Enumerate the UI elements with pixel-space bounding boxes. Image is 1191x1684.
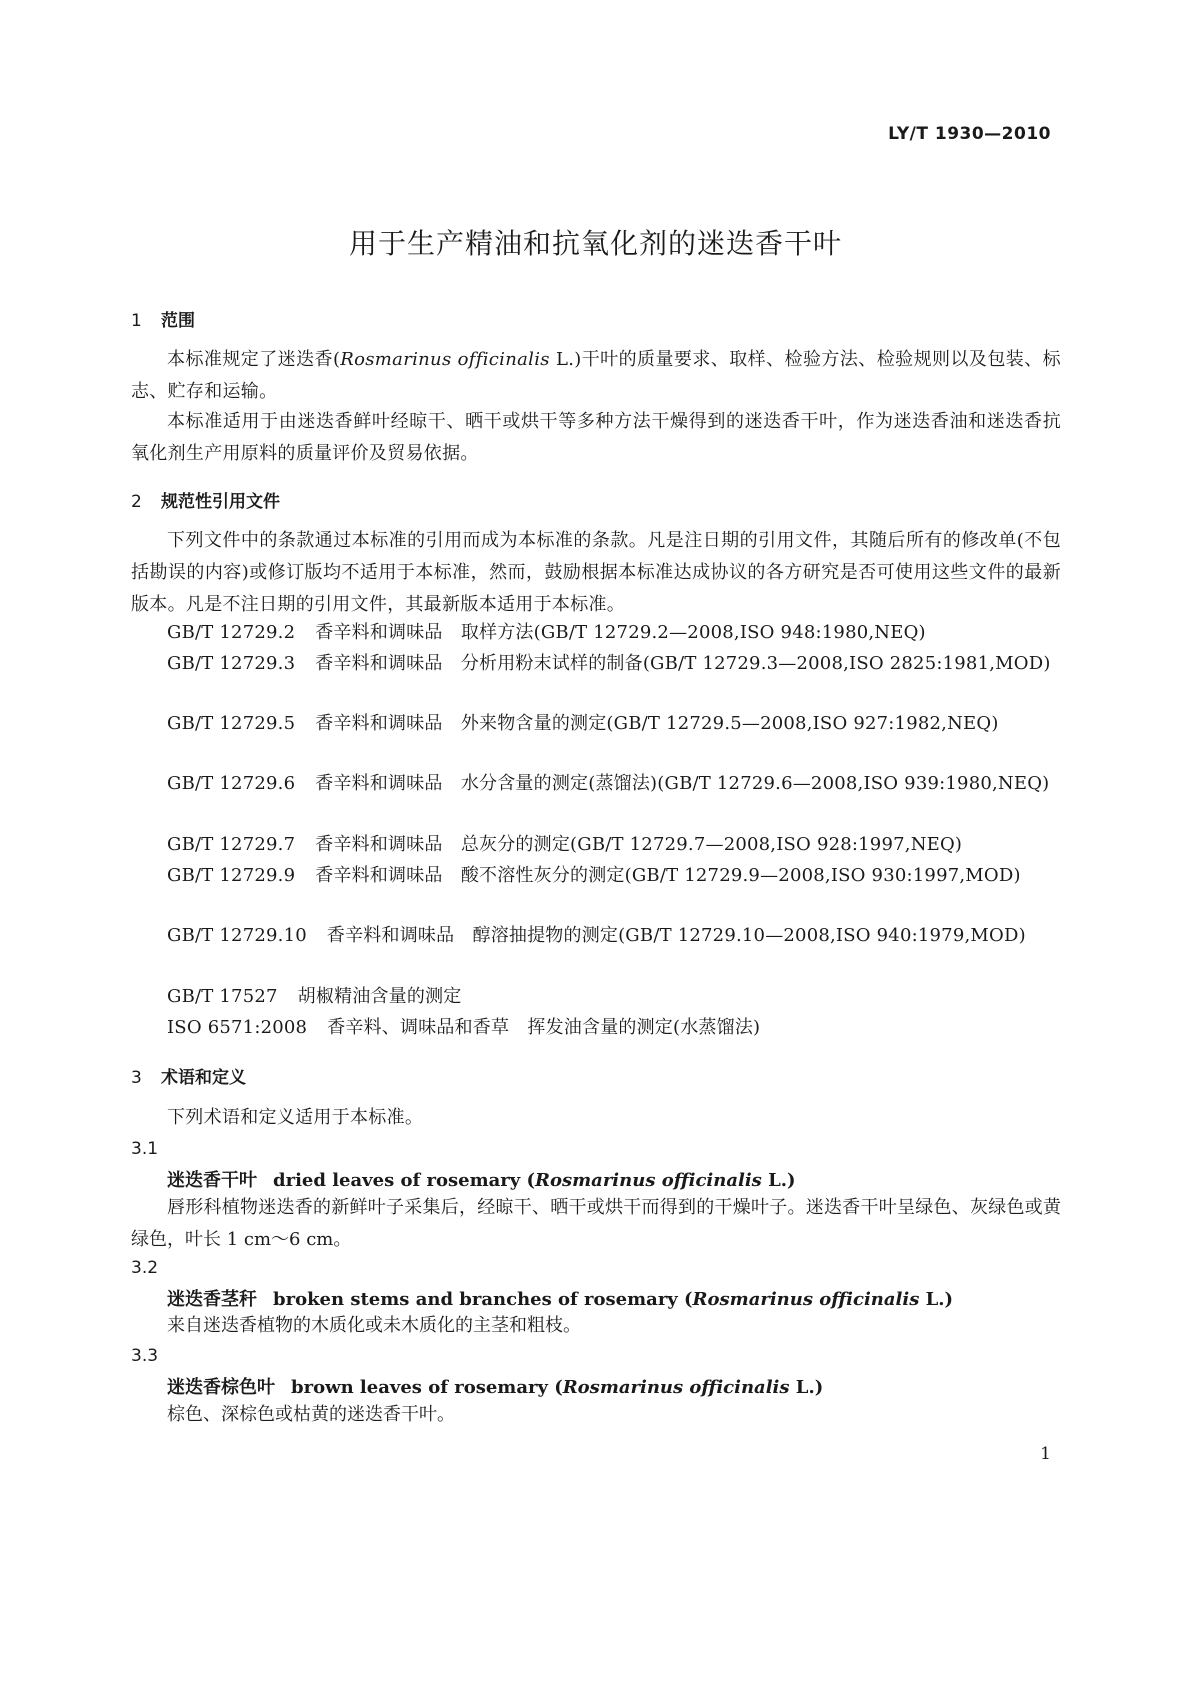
- reference-title: 香辛料和调味品 醇溶抽提物的测定(GB/T 12729.10—2008,ISO 940:1979,MOD): [326, 925, 1026, 946]
- term-en: brown leaves of rosemary (: [291, 1377, 563, 1398]
- document-title: 用于生产精油和抗氧化剂的迷迭香干叶: [348, 227, 842, 260]
- reference-item: [131, 829, 1061, 860]
- term-en-tail: L.): [789, 1377, 824, 1398]
- reference-code: GB/T 17527: [167, 986, 278, 1007]
- section-number: 2: [131, 492, 142, 512]
- standard-code: LY/T 1930—2010: [888, 124, 1051, 144]
- reference-code: GB/T 12729.5: [167, 713, 296, 734]
- reference-code: ISO 6571:2008: [167, 1017, 308, 1038]
- reference-title: 香辛料和调味品 外来物含量的测定(GB/T 12729.5—2008,ISO 927:1982,NEQ): [315, 713, 999, 734]
- section-3-heading: [131, 1063, 246, 1088]
- text-run: L.)干叶的质量要求、取样、检验方法、检验规则以及包装、标志、贮存和运输。: [131, 349, 1061, 402]
- reference-code: GB/T 12729.2: [167, 622, 296, 643]
- reference-item: [131, 648, 1061, 679]
- term-en: dried leaves of rosemary (: [273, 1170, 536, 1191]
- term-en: broken stems and branches of rosemary (: [273, 1289, 693, 1310]
- section-1-heading: [131, 306, 195, 331]
- reference-title: 香辛料和调味品 水分含量的测定(蒸馏法)(GB/T 12729.6—2008,ISO 939:1980,NEQ): [315, 773, 1050, 794]
- reference-title: 香辛料和调味品 取样方法(GB/T 12729.2—2008,ISO 948:1980,NEQ): [315, 622, 926, 643]
- scope-paragraph-2: 本标准适用于由迷迭香鲜叶经晾干、晒干或烘干等多种方法干燥得到的迷迭香干叶，作为迷迭香油和迷迭香抗氧化剂生产用原料的质量评价及贸易依据。: [131, 411, 1061, 464]
- term-entry: [167, 1166, 796, 1192]
- scientific-name: Rosmarinus officinalis: [562, 1377, 790, 1398]
- term-definition: 唇形科植物迷迭香的新鲜叶子采集后，经晾干、晒干或烘干而得到的干燥叶子。迷迭香干叶呈绿色、灰绿色或黄绿色，叶长 1 cm～6 cm。: [131, 1197, 1061, 1250]
- term-en-tail: L.): [919, 1289, 954, 1310]
- reference-item: [131, 617, 1061, 648]
- page-number: 1: [1040, 1444, 1051, 1464]
- reference-code: GB/T 12729.3: [167, 653, 296, 674]
- section-title: 术语和定义: [161, 1068, 246, 1088]
- reference-title: 香辛料和调味品 总灰分的测定(GB/T 12729.7—2008,ISO 928:1997,NEQ): [315, 834, 963, 855]
- reference-title: 胡椒精油含量的测定: [297, 986, 462, 1007]
- section-title: 范围: [161, 311, 195, 331]
- scientific-name: Rosmarinus officinalis: [535, 1170, 762, 1191]
- reference-item: [131, 708, 1061, 739]
- reference-item: [131, 1012, 1061, 1043]
- term-entry: [167, 1373, 823, 1399]
- scope-paragraph-1: [131, 344, 1061, 408]
- references-intro: 下列文件中的条款通过本标准的引用而成为本标准的条款。凡是注日期的引用文件，其随后所有的修改单(不包括勘误的内容)或修订版均不适用于本标准，然而，鼓励根据本标准达成协议的各方研究是否可使用这些文件的最新版本。凡是不注日期的引用文件，其最新版本适用于本标准。: [131, 530, 1061, 615]
- section-number: 1: [131, 311, 142, 331]
- term-number: 3.3: [131, 1346, 159, 1366]
- term-entry: [167, 1285, 953, 1311]
- reference-code: GB/T 12729.6: [167, 773, 296, 794]
- section-number: 3: [131, 1068, 142, 1088]
- reference-item: [131, 920, 1061, 951]
- term-zh: 迷迭香干叶: [167, 1170, 257, 1191]
- section-2-heading: [131, 487, 280, 512]
- term-number: 3.2: [131, 1258, 159, 1278]
- reference-code: GB/T 12729.9: [167, 865, 296, 886]
- reference-title: 香辛料和调味品 酸不溶性灰分的测定(GB/T 12729.9—2008,ISO 930:1997,MOD): [315, 865, 1021, 886]
- term-definition: 棕色、深棕色或枯黄的迷迭香干叶。: [167, 1404, 455, 1425]
- term-en-tail: L.): [761, 1170, 796, 1191]
- reference-item: [131, 981, 1061, 1012]
- term-number: 3.1: [131, 1139, 159, 1159]
- reference-title: 香辛料、调味品和香草 挥发油含量的测定(水蒸馏法): [327, 1017, 761, 1038]
- reference-item: [131, 768, 1061, 799]
- reference-code: GB/T 12729.7: [167, 834, 296, 855]
- text-run: 本标准规定了迷迭香(: [167, 349, 341, 370]
- term-definition: 来自迷迭香植物的木质化或未木质化的主茎和粗枝。: [167, 1315, 581, 1336]
- section-title: 规范性引用文件: [161, 492, 280, 512]
- term-zh: 迷迭香棕色叶: [167, 1377, 275, 1398]
- scientific-name: Rosmarinus officinalis: [340, 349, 550, 370]
- term-zh: 迷迭香茎秆: [167, 1289, 257, 1310]
- scientific-name: Rosmarinus officinalis: [692, 1289, 920, 1310]
- terms-intro: 下列术语和定义适用于本标准。: [167, 1107, 424, 1128]
- reference-title: 香辛料和调味品 分析用粉末试样的制备(GB/T 12729.3—2008,ISO 2825:1981,MOD): [315, 653, 1051, 674]
- reference-code: GB/T 12729.10: [167, 925, 307, 946]
- reference-item: [131, 860, 1061, 891]
